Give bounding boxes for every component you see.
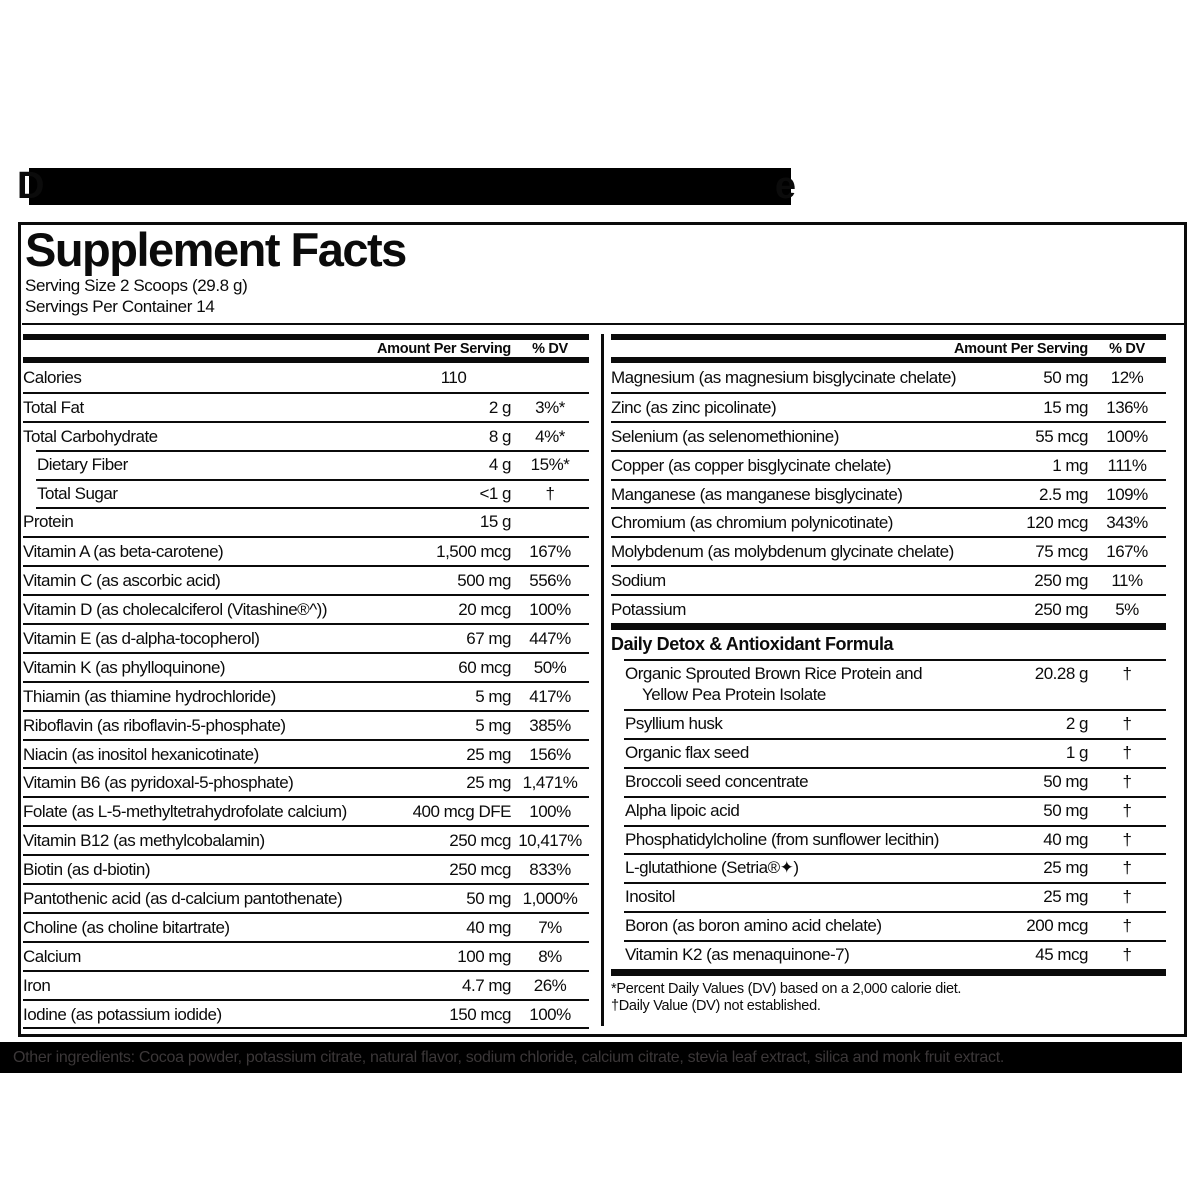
- nutrient-name: Vitamin D (as cholecalciferol (Vitashine®^)): [23, 600, 327, 620]
- nutrient-name: Vitamin E (as d-alpha-tocopherol): [23, 628, 260, 648]
- table-row: [611, 825, 1166, 854]
- nutrient-name: Vitamin C (as ascorbic acid): [23, 571, 221, 591]
- nutrient-name: Psyllium husk: [625, 713, 723, 733]
- nutrient-amount: 60 mcg: [458, 657, 511, 677]
- nutrient-dv: †: [1122, 800, 1132, 820]
- dv-header: % DV: [1109, 340, 1145, 357]
- nutrient-amount: 2 g: [1065, 713, 1088, 733]
- nutrient-name: Selenium (as selenomethionine): [611, 426, 839, 446]
- nutrient-amount: 75 mcg: [1035, 542, 1088, 562]
- footnote-dagger: †Daily Value (DV) not established.: [611, 998, 821, 1015]
- table-row: [23, 652, 589, 681]
- nutrient-dv: †: [1122, 742, 1132, 762]
- table-row: [611, 450, 1166, 479]
- table-row: [23, 825, 589, 854]
- amount-header: Amount Per Serving: [954, 340, 1088, 357]
- nutrient-name: Chromium (as chromium polynicotinate): [611, 513, 893, 533]
- nutrient-dv: 7%: [538, 917, 562, 937]
- column-divider: [601, 334, 604, 1026]
- nutrient-dv: 447%: [529, 628, 571, 648]
- table-row: [23, 739, 589, 768]
- table-row: [23, 970, 589, 999]
- nutrient-amount: 5 mg: [475, 686, 511, 706]
- nutrient-dv: 109%: [1106, 484, 1148, 504]
- nutrient-amount: 1 g: [1065, 742, 1088, 762]
- table-row: [611, 507, 1166, 536]
- nutrient-amount: 150 mcg: [449, 1004, 511, 1024]
- table-row: [23, 623, 589, 652]
- table-row: [23, 999, 589, 1028]
- table-row: [23, 681, 589, 710]
- section-divider-bar: [611, 623, 1166, 630]
- nutrient-name: Vitamin K2 (as menaquinone-7): [625, 945, 850, 965]
- other-ingredients-bar: [0, 1042, 1182, 1073]
- nutrient-dv: †: [1122, 945, 1132, 965]
- nutrient-name: Copper (as copper bisglycinate chelate): [611, 455, 892, 475]
- nutrient-amount: 4 g: [488, 454, 511, 474]
- nutrient-amount: 20 mcg: [458, 600, 511, 620]
- product-title: [17, 166, 795, 206]
- table-row: [611, 796, 1166, 825]
- nutrient-amount: 50 mg: [466, 888, 511, 908]
- nutrient-amount: 400 mcg DFE: [412, 802, 511, 822]
- nutrient-amount: 8 g: [488, 426, 511, 446]
- nutrient-amount: 500 mg: [457, 571, 511, 591]
- nutrient-amount: 250 mg: [1034, 600, 1088, 620]
- nutrition-table-right: [611, 334, 1166, 1029]
- nutrient-name: Thiamin (as thiamine hydrochloride): [23, 686, 276, 706]
- nutrient-amount: 40 mg: [466, 917, 511, 937]
- nutrient-amount: 55 mcg: [1035, 426, 1088, 446]
- nutrient-name: Vitamin B12 (as methylcobalamin): [23, 831, 265, 851]
- table-row: [23, 479, 589, 508]
- table-row: [611, 882, 1166, 911]
- nutrient-dv: 10,417%: [518, 831, 582, 851]
- footnotes: [611, 976, 1166, 1015]
- nutrient-columns: [22, 334, 1184, 1029]
- nutrient-dv: 15%*: [530, 454, 570, 474]
- amount-header: Amount Per Serving: [377, 340, 511, 357]
- nutrient-name: Alpha lipoic acid: [625, 800, 740, 820]
- nutrient-dv: †: [1122, 771, 1132, 791]
- nutrient-amount: 2 g: [488, 397, 511, 417]
- nutrient-name: Pantothenic acid (as d-calcium pantothenate): [23, 888, 343, 908]
- nutrient-amount: 200 mcg: [1026, 916, 1088, 936]
- nutrient-dv: 100%: [529, 600, 571, 620]
- nutrient-dv: †: [1122, 858, 1132, 878]
- nutrient-dv: 100%: [529, 802, 571, 822]
- serving-info-divider: [22, 323, 1185, 325]
- nutrient-amount: 250 mcg: [449, 831, 511, 851]
- nutrient-name: Vitamin A (as beta-carotene): [23, 542, 224, 562]
- nutrient-dv: 385%: [529, 715, 571, 735]
- dv-header: % DV: [532, 340, 568, 357]
- nutrient-name: Total Fat: [23, 397, 84, 417]
- nutrient-dv: 343%: [1106, 513, 1148, 533]
- detox-section-rows: [611, 659, 1166, 969]
- nutrient-amount: 67 mg: [466, 628, 511, 648]
- table-row: [611, 853, 1166, 882]
- nutrient-dv: 4%*: [535, 426, 565, 446]
- nutrient-dv: 100%: [529, 1004, 571, 1024]
- table-row: [611, 479, 1166, 508]
- nutrient-name: Molybdenum (as molybdenum glycinate chelate): [611, 542, 954, 562]
- nutrient-amount: 25 mg: [1043, 887, 1088, 907]
- table-row: [23, 450, 589, 479]
- table-row: [23, 941, 589, 970]
- table-row: [23, 507, 589, 536]
- nutrient-name: Iodine (as potassium iodide): [23, 1004, 222, 1024]
- nutrient-amount: 15 g: [479, 512, 511, 532]
- servings-per-container: Servings Per Container 14: [25, 297, 215, 316]
- table-row: [611, 940, 1166, 969]
- nutrient-amount: 25 mg: [466, 773, 511, 793]
- table-row: [611, 565, 1166, 594]
- nutrient-name: Organic Sprouted Brown Rice Protein and Yellow Pea Protein Isolate: [625, 664, 923, 705]
- nutrient-name: Riboflavin (as riboflavin-5-phosphate): [23, 715, 286, 735]
- nutrient-amount: 50 mg: [1043, 771, 1088, 791]
- footnote-divider-bar: [611, 969, 1166, 976]
- table-row: [23, 392, 589, 421]
- nutrient-amount: 50 mg: [1043, 800, 1088, 820]
- table-row: [611, 709, 1166, 738]
- nutrient-dv: †: [545, 483, 555, 503]
- nutrient-dv: †: [1122, 713, 1132, 733]
- nutrient-amount: 1 mg: [1052, 455, 1088, 475]
- nutrient-name: Choline (as choline bitartrate): [23, 917, 230, 937]
- nutrient-dv: 556%: [529, 571, 571, 591]
- nutrient-dv: †: [1122, 664, 1132, 684]
- nutrient-name: Phosphatidylcholine (from sunflower lecithin): [625, 829, 939, 849]
- nutrient-amount: 25 mg: [1043, 858, 1088, 878]
- nutrient-dv: 167%: [1106, 542, 1148, 562]
- column-header-right: [611, 340, 1166, 357]
- column-header-left: [23, 340, 589, 357]
- nutrient-name: Organic flax seed: [625, 742, 749, 762]
- nutrient-amount: 250 mg: [1034, 571, 1088, 591]
- table-row: [23, 710, 589, 739]
- nutrient-dv: 5%: [1115, 600, 1139, 620]
- nutrient-dv: †: [1122, 916, 1132, 936]
- supplement-facts-panel: [18, 222, 1187, 1037]
- nutrient-dv: 26%: [533, 975, 567, 995]
- nutrient-amount: 250 mcg: [449, 860, 511, 880]
- nutrient-name: Calories: [23, 367, 82, 387]
- nutrient-amount: 5 mg: [475, 715, 511, 735]
- nutrient-dv: 3%*: [535, 397, 565, 417]
- nutrient-dv: †: [1122, 829, 1132, 849]
- table-row: [23, 854, 589, 883]
- nutrient-dv: 1,471%: [522, 773, 578, 793]
- nutrient-amount: 15 mg: [1043, 397, 1088, 417]
- title-redaction-bar: [29, 168, 790, 205]
- nutrient-amount: 120 mcg: [1026, 513, 1088, 533]
- table-row: [23, 536, 589, 565]
- nutrient-name: Vitamin K (as phylloquinone): [23, 657, 226, 677]
- table-row: [23, 565, 589, 594]
- table-row: [611, 392, 1166, 421]
- nutrition-table-left: [23, 334, 589, 1029]
- table-row: [23, 421, 589, 450]
- nutrient-name: Boron (as boron amino acid chelate): [625, 916, 882, 936]
- table-row: [23, 767, 589, 796]
- table-row: [611, 421, 1166, 450]
- nutrient-amount: <1 g: [479, 483, 511, 503]
- table-row: [611, 536, 1166, 565]
- nutrient-dv: 100%: [1106, 426, 1148, 446]
- nutrient-name: Niacin (as inositol hexanicotinate): [23, 744, 259, 764]
- nutrient-name: Vitamin B6 (as pyridoxal-5-phosphate): [23, 773, 294, 793]
- nutrient-amount: 100 mg: [457, 946, 511, 966]
- nutrient-name: Calcium: [23, 946, 81, 966]
- table-row: [611, 738, 1166, 767]
- nutrient-amount: 20.28 g: [1034, 664, 1088, 684]
- nutrient-dv: 156%: [529, 744, 571, 764]
- table-row: [23, 912, 589, 941]
- product-title-left-letter: D: [17, 164, 44, 207]
- nutrient-name: Sodium: [611, 571, 666, 591]
- nutrient-amount: 1,500 mcg: [436, 542, 511, 562]
- nutrient-dv: 417%: [529, 686, 571, 706]
- table-row: [611, 594, 1166, 623]
- table-row: [611, 767, 1166, 796]
- nutrient-amount: 40 mg: [1043, 829, 1088, 849]
- product-title-right-letter: e: [774, 164, 795, 207]
- table-row: [611, 363, 1166, 392]
- nutrient-name: Potassium: [611, 600, 686, 620]
- nutrient-dv: †: [1122, 887, 1132, 907]
- nutrient-name: Magnesium (as magnesium bisglycinate chelate): [611, 367, 957, 387]
- nutrient-name: Inositol: [625, 887, 675, 907]
- nutrient-name: Manganese (as manganese bisglycinate): [611, 484, 903, 504]
- nutrient-name: Zinc (as zinc picolinate): [611, 397, 777, 417]
- left-table-rows: [23, 363, 589, 1029]
- nutrient-dv: 12%: [1110, 367, 1144, 387]
- nutrient-dv: 111%: [1107, 455, 1147, 475]
- supplement-facts-heading: Supplement Facts: [25, 223, 406, 276]
- table-row: [611, 911, 1166, 940]
- table-row: [611, 659, 1166, 709]
- table-row: [23, 594, 589, 623]
- nutrient-dv: 8%: [538, 946, 562, 966]
- nutrient-name: Total Sugar: [37, 483, 118, 503]
- nutrient-amount: 25 mg: [466, 744, 511, 764]
- nutrient-name: Biotin (as d-biotin): [23, 860, 151, 880]
- nutrient-amount: 4.7 mg: [462, 975, 511, 995]
- nutrient-amount: 45 mcg: [1035, 945, 1088, 965]
- nutrient-name: Broccoli seed concentrate: [625, 771, 809, 791]
- other-ingredients-text: Other ingredients: Cocoa powder, potassium citrate, natural flavor, sodium chloride, calcium citrate, stevia leaf extract, silica and monk fruit extract.: [13, 1048, 1005, 1066]
- right-table-rows: [611, 363, 1166, 623]
- table-row: [23, 883, 589, 912]
- nutrient-name: Total Carbohydrate: [23, 426, 158, 446]
- serving-size: Serving Size 2 Scoops (29.8 g): [25, 276, 248, 295]
- nutrient-name: Protein: [23, 512, 74, 532]
- nutrient-name: Folate (as L-5-methyltetrahydrofolate calcium): [23, 802, 347, 822]
- table-row: [23, 796, 589, 825]
- nutrient-amount: 50 mg: [1043, 367, 1088, 387]
- detox-section-heading: Daily Detox & Antioxidant Formula: [611, 634, 894, 655]
- nutrient-dv: 167%: [529, 542, 571, 562]
- nutrient-name: Dietary Fiber: [37, 454, 128, 474]
- footnote-dv: *Percent Daily Values (DV) based on a 2,000 calorie diet.: [611, 981, 962, 998]
- nutrient-dv: 136%: [1106, 397, 1148, 417]
- nutrient-dv: 1,000%: [522, 888, 578, 908]
- table-row: [23, 363, 589, 392]
- nutrient-dv: 50%: [533, 657, 567, 677]
- nutrient-dv: 833%: [529, 860, 571, 880]
- nutrient-amount: 2.5 mg: [1039, 484, 1088, 504]
- nutrient-amount: 110: [440, 367, 467, 387]
- nutrient-name: L-glutathione (Setria®✦): [625, 858, 799, 878]
- nutrient-name: Iron: [23, 975, 51, 995]
- nutrient-dv: 11%: [1111, 571, 1143, 591]
